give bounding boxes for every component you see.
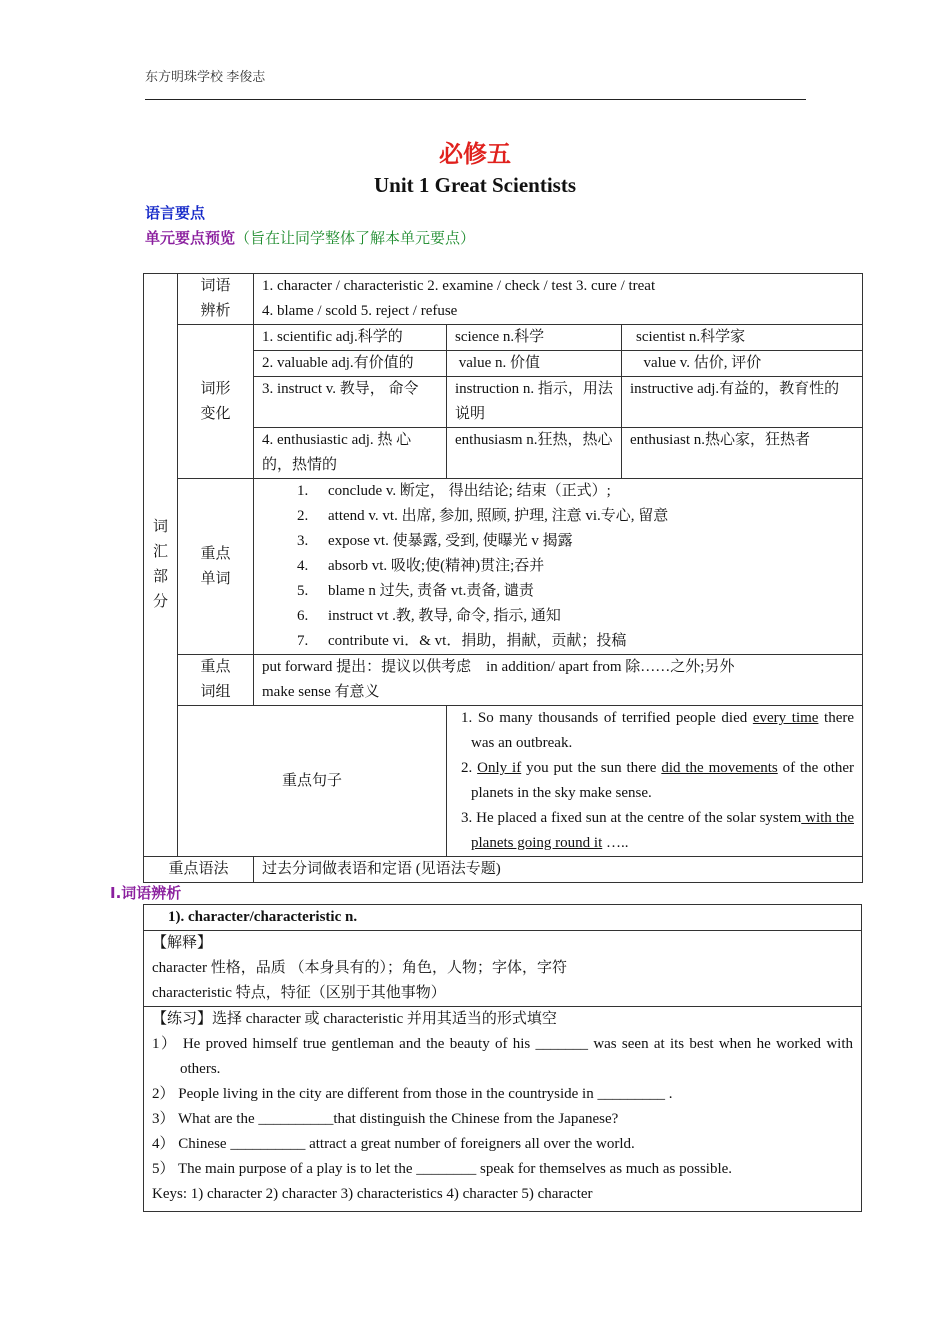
key-phrases-content: put forward 提出：提议以供考虑 in addition/ apart from 除……之外;另外 make sense 有意义 xyxy=(254,655,863,706)
unit-overview-table xyxy=(143,273,863,883)
key-words-content xyxy=(254,479,863,655)
exercise-heading: 1). character/characteristic n. xyxy=(144,905,862,931)
key-words-label: 重点 单词 xyxy=(178,479,254,655)
word-form-cell: science n.科学 xyxy=(447,325,622,351)
word-form-cell: 3. instruct v. 教导， 命令 xyxy=(254,377,447,428)
key-phrases-label: 重点 词组 xyxy=(178,655,254,706)
word-form-cell: enthusiast n.热心家，狂热者 xyxy=(622,428,863,479)
practice-block: 【练习】选择 character 或 characteristic 并用其适当的形式填空 1） He proved himself true gentleman and the beauty of his _______ was seen at its best when he worked with others. 2） People living in the city are different from those in the countryside in _________ . 3） What are the __________that distinguish the Chinese from the Japanese? 4） Chinese __________ attract a great number of foreigners all over the world. 5） The main purpose of a play is to let the ________ speak for themselves as much as possible. Keys: 1) character 2) character 3) characteristics 4) character 5) character xyxy=(144,1007,862,1212)
section-word-analysis: I.词语辨析 xyxy=(110,884,182,902)
word-form-cell: instruction n. 指示，用法说明 xyxy=(447,377,622,428)
list-item: 7. contribute vi．& vt．捐助，捐献，贡献；投稿 xyxy=(312,629,854,654)
preview-note: （旨在让同学整体了解本单元要点） xyxy=(235,229,476,247)
word-form-cell: 2. valuable adj.有价值的 xyxy=(254,351,447,377)
question-item: 1） He proved himself true gentleman and the beauty of his _______ was seen at its best when he worked with others. xyxy=(152,1036,853,1077)
key-sentences-label: 重点句子 xyxy=(178,706,447,857)
list-item: 4. absorb vt. 吸收;使(精神)贯注;吞并 xyxy=(312,554,854,579)
question-item: 2） People living in the city are different from those in the countryside in _________ . xyxy=(152,1086,673,1102)
section-unit-preview xyxy=(145,227,475,248)
sentence-3: 3. He placed a fixed sun at the centre of the solar system with the planets going round it ….. xyxy=(461,810,855,851)
explanation-block: 【解释】 character 性格，品质 （本身具有的）；角色，人物；字体，字符 characteristic 特点，特征（区别于其他事物） xyxy=(144,931,862,1007)
sentence-1: 1. So many thousands of terrified people died every time there was an outbreak. xyxy=(461,710,855,751)
key-grammar-content: 过去分词做表语和定语 (见语法专题) xyxy=(254,857,863,883)
page-header: 东方明珠学校 李俊志 xyxy=(145,69,266,84)
word-analysis-content: 1. character / characteristic 2. examine / check / test 3. cure / treat 4. blame / scold 5. reject / refuse xyxy=(254,274,863,325)
question-item: 5） The main purpose of a play is to let the ________ speak for themselves as much as possible. xyxy=(152,1161,733,1177)
word-form-cell: enthusiasm n.狂热，热心 xyxy=(447,428,622,479)
word-form-cell: 4. enthusiastic adj. 热 心的，热情的 xyxy=(254,428,447,479)
key-sentences-content xyxy=(447,706,863,857)
header-divider xyxy=(145,99,806,100)
word-form-cell: scientist n.科学家 xyxy=(622,325,863,351)
word-form-cell: 1. scientific adj.科学的 xyxy=(254,325,447,351)
sentence-2: 2. Only if you put the sun there did the movements of the other planets in the sky make sense. xyxy=(461,760,855,801)
question-item: 4） Chinese __________ attract a great number of foreigners all over the world. xyxy=(152,1136,635,1152)
list-item: 6. instruct vt .教, 教导, 命令, 指示, 通知 xyxy=(312,604,854,629)
word-form-cell: value n. 价值 xyxy=(447,351,622,377)
list-item: 5. blame n 过失, 责备 vt.责备, 谴责 xyxy=(312,579,854,604)
list-item: 1. conclude v. 断定， 得出结论; 结束（正式）; xyxy=(312,479,854,504)
word-form-cell: value v. 估价, 评价 xyxy=(622,351,863,377)
question-item: 3） What are the __________that distinguish the Chinese from the Japanese? xyxy=(152,1111,619,1127)
word-form-cell: instructive adj.有益的，教育性的 xyxy=(622,377,863,428)
key-grammar-label: 重点语法 xyxy=(144,857,254,883)
word-forms-label: 词形 变化 xyxy=(178,325,254,479)
answer-keys: Keys: 1) character 2) character 3) characteristics 4) character 5) character xyxy=(152,1186,593,1202)
section-language-points: 语言要点 xyxy=(145,204,206,222)
vocab-section-label: 词 汇 部 分 xyxy=(144,274,178,857)
list-item: 3. expose vt. 使暴露, 受到, 使曝光 v 揭露 xyxy=(312,529,854,554)
page-title-cn: 必修五 xyxy=(439,140,511,168)
exercise-table xyxy=(143,904,862,1212)
list-item: 2. attend v. vt. 出席, 参加, 照顾, 护理, 注意 vi.专心, 留意 xyxy=(312,504,854,529)
word-analysis-label: 词语 辨析 xyxy=(178,274,254,325)
preview-label: 单元要点预览 xyxy=(145,229,236,247)
page-title-unit: Unit 1 Great Scientists xyxy=(373,173,576,197)
